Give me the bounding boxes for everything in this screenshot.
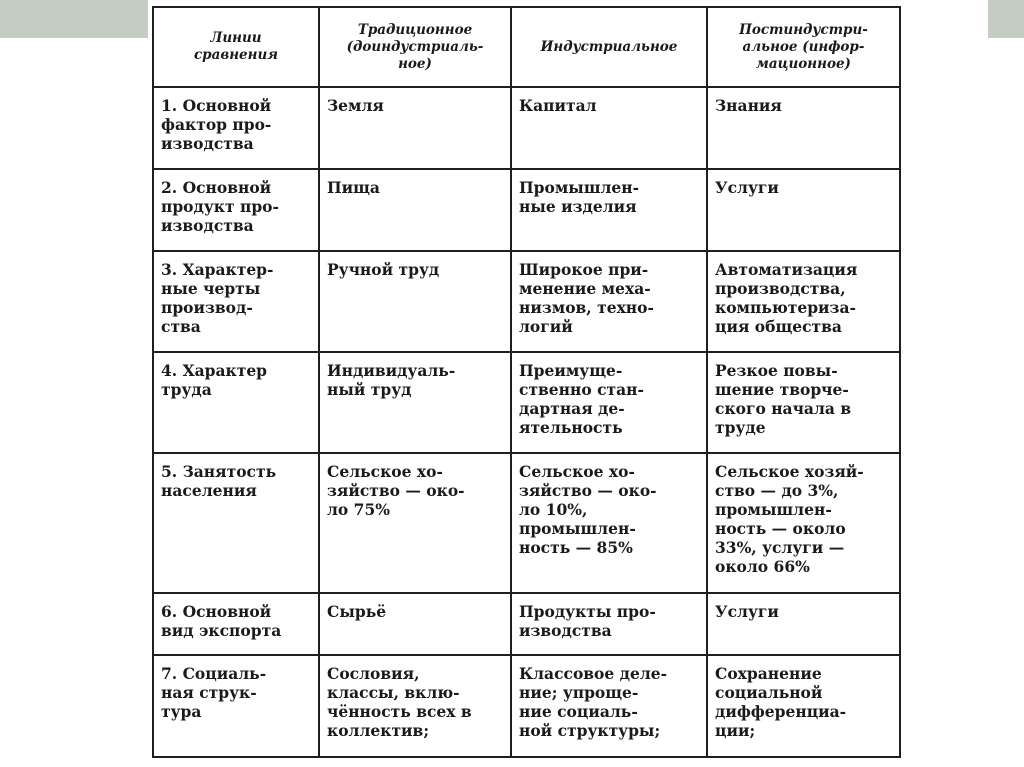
cell-industrial: Сельское хо- зяйство — око- ло 10%, промышлен- ность — 85% [511,453,707,593]
cell-postindustrial: Услуги [707,593,900,655]
cell-industrial: Классовое деле- ние; упроще- ние социаль- ной структуры; [511,655,707,757]
row-label: 4. Характер труда [153,352,319,453]
row-label: 7. Социаль- ная струк- тура [153,655,319,757]
slide-top-bar-left [0,0,150,38]
table-row [153,352,900,453]
cell-industrial: Промышлен- ные изделия [511,169,707,251]
cell-traditional: Пища [319,169,511,251]
table-row [153,87,900,169]
header-traditional: Традиционное (доиндустриаль- ное) [319,7,511,87]
cell-industrial: Капитал [511,87,707,169]
table-row [153,169,900,251]
cell-traditional: Ручной труд [319,251,511,352]
row-label: 1. Основной фактор про- изводства [153,87,319,169]
cell-traditional: Земля [319,87,511,169]
cell-industrial: Преимуще- ственно стан- дартная де- ятельность [511,352,707,453]
cell-postindustrial: Знания [707,87,900,169]
header-postindustrial: Постиндустри- альное (инфор- мационное) [707,7,900,87]
cell-industrial: Продукты про- изводства [511,593,707,655]
table-row [153,453,900,593]
table-row [153,655,900,757]
row-label: 2. Основной продукт про- изводства [153,169,319,251]
cell-postindustrial: Услуги [707,169,900,251]
cell-industrial: Широкое при- менение меха- низмов, техно- логий [511,251,707,352]
header-industrial: Индустриальное [511,7,707,87]
slide-top-bar-right [988,0,1024,38]
header-comparison-lines: Линии сравнения [153,7,319,87]
cell-traditional: Индивидуаль- ный труд [319,352,511,453]
row-label: 6. Основной вид экспорта [153,593,319,655]
table-header-row [153,7,900,87]
row-label: 3. Характер- ные черты производ- ства [153,251,319,352]
row-label: 5. Занятость населения [153,453,319,593]
cell-postindustrial: Резкое повы- шение творче- ского начала в труде [707,352,900,453]
table-row [153,251,900,352]
cell-traditional: Сословия, классы, вклю- чённость всех в коллектив; [319,655,511,757]
cell-postindustrial: Сохранение социальной дифференциа- ции; [707,655,900,757]
cell-traditional: Сырьё [319,593,511,655]
cell-traditional: Сельское хо- зяйство — око- ло 75% [319,453,511,593]
society-comparison-table [152,6,901,758]
cell-postindustrial: Автоматизация производства, компьютериза- ция общества [707,251,900,352]
cell-postindustrial: Сельское хозяй- ство — до 3%, промышлен- ность — около 33%, услуги — около 66% [707,453,900,593]
table-row [153,593,900,655]
